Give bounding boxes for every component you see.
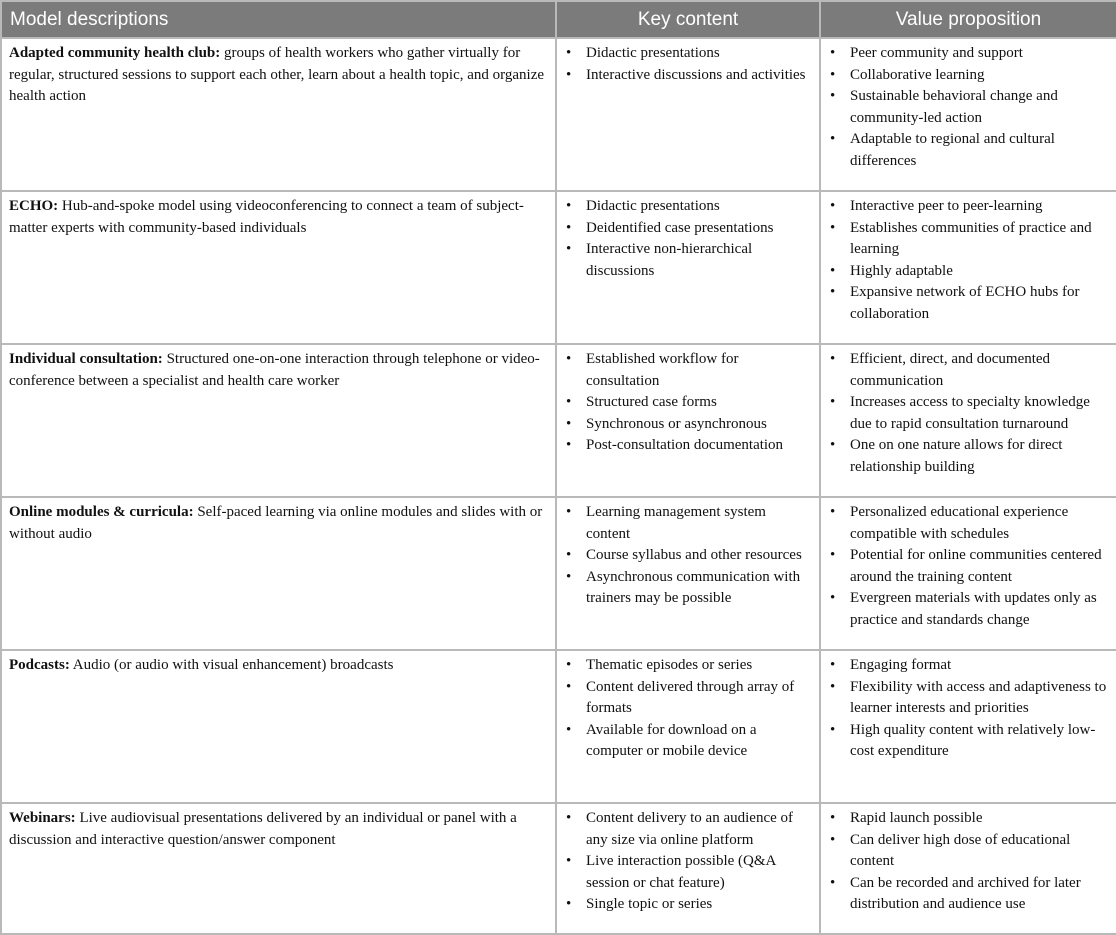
list-item: • Content delivery to an audience of any size via online platform [564,808,813,851]
list-item: • Can be recorded and archived for later distribution and audience use [828,873,1110,916]
list-item: • Sustainable behavioral change and community-led action [828,86,1110,129]
model-description-cell [1,344,556,497]
model-name: Adapted community health club: [9,45,221,61]
key-content-cell [556,191,820,344]
model-description: Self-paced learning via online modules and slides with or without audio [9,504,543,542]
list-item: • Interactive non-hierarchical discussions [564,239,813,282]
table-row [1,38,1116,191]
list-item: • Thematic episodes or series [564,655,813,677]
key-content-list [564,43,813,86]
model-description-cell [1,497,556,650]
list-item: • Establishes communities of practice and learning [828,218,1110,261]
list-item: • Engaging format [828,655,1110,677]
list-item: • Available for download on a computer or mobile device [564,720,813,763]
key-content-cell [556,803,820,934]
table-row [1,191,1116,344]
table-row [1,497,1116,650]
list-item: • Content delivered through array of formats [564,677,813,720]
value-proposition-cell [820,191,1116,344]
list-item: • Highly adaptable [828,261,1110,283]
table-body [1,38,1116,934]
list-item: • Evergreen materials with updates only as practice and standards change [828,588,1110,631]
value-proposition-cell [820,497,1116,650]
value-proposition-cell [820,38,1116,191]
list-item: • Adaptable to regional and cultural differences [828,129,1110,172]
list-item: • Course syllabus and other resources [564,545,813,567]
model-description: groups of health workers who gather virtually for regular, structured sessions to support each other, learn about a health topic, and organize health action [9,45,545,104]
header-value-proposition: Value proposition [820,1,1116,38]
list-item: • Flexibility with access and adaptiveness to learner interests and priorities [828,677,1110,720]
key-content-cell [556,650,820,803]
header-model-descriptions: Model descriptions [1,1,556,38]
list-item: • Efficient, direct, and documented communication [828,349,1110,392]
list-item: • Live interaction possible (Q&A session or chat feature) [564,851,813,894]
list-item: • Can deliver high dose of educational content [828,830,1110,873]
key-content-list [564,502,813,610]
value-proposition-list [828,196,1110,325]
list-item: • Interactive discussions and activities [564,65,813,87]
list-item: • Increases access to specialty knowledge due to rapid consultation turnaround [828,392,1110,435]
list-item: • Post-consultation documentation [564,435,813,457]
list-item: • Learning management system content [564,502,813,545]
key-content-cell [556,344,820,497]
value-proposition-list [828,502,1110,631]
value-proposition-cell [820,803,1116,934]
key-content-cell [556,38,820,191]
table-row [1,803,1116,934]
list-item: • Structured case forms [564,392,813,414]
list-item: • Didactic presentations [564,43,813,65]
list-item: • Established workflow for consultation [564,349,813,392]
value-proposition-cell [820,344,1116,497]
list-item: • Personalized educational experience compatible with schedules [828,502,1110,545]
key-content-list [564,196,813,282]
value-proposition-list [828,655,1110,763]
list-item: • Didactic presentations [564,196,813,218]
model-name: ECHO: [9,198,59,214]
model-description-cell [1,38,556,191]
model-description: Hub-and-spoke model using videoconferencing to connect a team of subject-matter experts with community-based individuals [9,198,524,236]
key-content-list [564,349,813,457]
list-item: • Interactive peer to peer-learning [828,196,1110,218]
list-item: • Deidentified case presentations [564,218,813,240]
value-proposition-list [828,349,1110,478]
model-description-cell [1,191,556,344]
list-item: • Synchronous or asynchronous [564,414,813,436]
model-description-cell [1,803,556,934]
list-item: • Expansive network of ECHO hubs for collaboration [828,282,1110,325]
key-content-list [564,655,813,763]
table-row [1,650,1116,803]
model-description: Structured one-on-one interaction through telephone or video- conference between a specialist and health care worker [9,351,540,389]
table-row [1,344,1116,497]
model-name: Online modules & curricula: [9,504,194,520]
value-proposition-list [828,808,1110,916]
header-row [1,1,1116,38]
list-item: • Collaborative learning [828,65,1110,87]
list-item: • High quality content with relatively low-cost expenditure [828,720,1110,763]
list-item: • Potential for online communities centered around the training content [828,545,1110,588]
value-proposition-list [828,43,1110,172]
key-content-cell [556,497,820,650]
model-description-cell [1,650,556,803]
list-item: • Peer community and support [828,43,1110,65]
list-item: • One on one nature allows for direct relationship building [828,435,1110,478]
header-key-content: Key content [556,1,820,38]
model-description: Live audiovisual presentations delivered by an individual or panel with a discussion and interactive question/answer component [9,810,517,848]
model-name: Individual consultation: [9,351,163,367]
value-proposition-cell [820,650,1116,803]
list-item: • Single topic or series [564,894,813,916]
model-name: Webinars: [9,810,76,826]
list-item: • Asynchronous communication with trainers may be possible [564,567,813,610]
key-content-list [564,808,813,916]
model-description: Audio (or audio with visual enhancement) broadcasts [69,657,394,673]
list-item: • Rapid launch possible [828,808,1110,830]
model-name: Podcasts: [9,657,70,673]
